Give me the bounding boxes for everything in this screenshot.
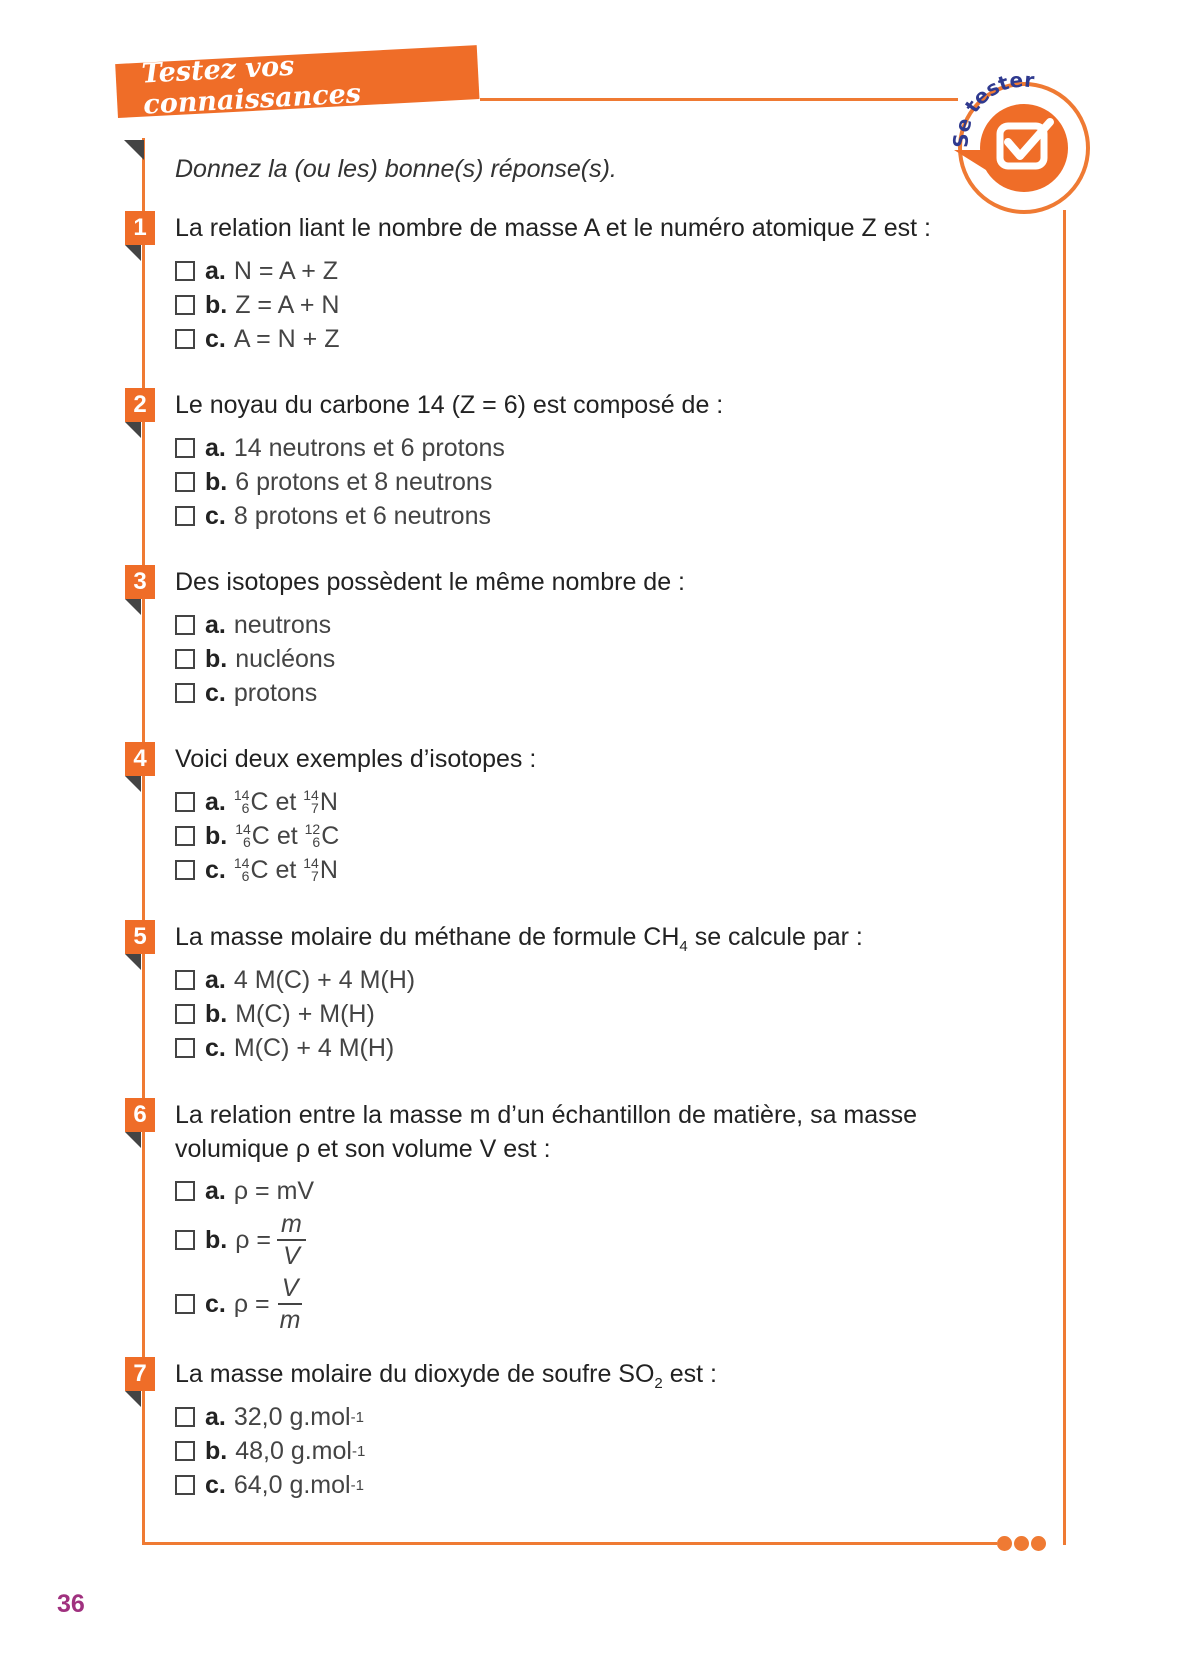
banner-title: Testez vos connaissances — [140, 50, 362, 121]
checkbox[interactable] — [175, 1181, 195, 1201]
checkbox[interactable] — [175, 792, 195, 812]
question-number: 4 — [125, 742, 155, 776]
question-7-options — [175, 1400, 365, 1502]
checkbox[interactable] — [175, 683, 195, 703]
checkbox[interactable] — [175, 261, 195, 281]
option-c[interactable]: c. 64,0 g.mol -1 — [175, 1468, 365, 1502]
fraction: $\frac{m}{V}$ — [277, 1209, 306, 1271]
frame-top-border — [480, 98, 958, 101]
option-a[interactable]: a. neutrons — [175, 608, 335, 642]
banner-fold — [124, 140, 144, 160]
checkbox[interactable] — [175, 329, 195, 349]
question-text: La masse molaire du méthane de formule $CH_4$ se calcule par : — [175, 923, 863, 955]
question-number: 7 — [125, 1357, 155, 1391]
option-b[interactable]: b. ρ = $\frac{m}{V}$ — [175, 1208, 314, 1272]
checkbox[interactable] — [175, 506, 195, 526]
instruction-text: Donnez la (ou les) bonne(s) réponse(s). — [175, 155, 617, 183]
question-text: Des isotopes possèdent le même nombre de : — [175, 568, 685, 596]
option-b[interactable]: b. nucléons — [175, 642, 335, 676]
question-number: 3 — [125, 565, 155, 599]
question-2-options — [175, 431, 505, 533]
se-tester-badge — [946, 70, 1096, 220]
frame-right-border — [1063, 210, 1066, 1545]
option-c[interactable]: c. ρ = $\frac{V}{m}$ — [175, 1272, 314, 1336]
frame-bottom-border — [142, 1542, 997, 1545]
page-number: 36 — [57, 1590, 85, 1618]
option-b[interactable]: b. Z = A + N — [175, 288, 339, 322]
checkbox[interactable] — [175, 615, 195, 635]
option-b[interactable]: b. 48,0 g.mol -1 — [175, 1434, 365, 1468]
question-number: 2 — [125, 388, 155, 422]
checkbox[interactable] — [175, 472, 195, 492]
checkbox[interactable] — [175, 649, 195, 669]
question-text: La relation entre la masse m d’un échantillon de matière, sa masse volumique ρ et son volume V est : — [175, 1101, 918, 1163]
decorative-dots — [997, 1536, 1046, 1551]
option-c[interactable]: c. M(C) + 4 M(H) — [175, 1031, 415, 1065]
checkbox[interactable] — [175, 1294, 195, 1314]
question-number: 5 — [125, 920, 155, 954]
question-text: Le noyau du carbone 14 (Z = 6) est composé de : — [175, 391, 724, 419]
option-a[interactable]: a. 4 M(C) + 4 M(H) — [175, 963, 415, 997]
checkbox[interactable] — [175, 826, 195, 846]
checkbox[interactable] — [175, 1407, 195, 1427]
question-number: 6 — [125, 1098, 155, 1132]
fraction: $\frac{V}{m}$ — [279, 1274, 301, 1334]
option-a[interactable]: a. 14 6 C et 14 7 N — [175, 785, 339, 819]
badge-word-se: Se — [948, 115, 977, 149]
option-c[interactable]: c. 14 6 C et 14 7 N — [175, 853, 339, 887]
question-text: Voici deux exemples d’isotopes : — [175, 745, 537, 773]
checkbox[interactable] — [175, 860, 195, 880]
question-text: La relation liant le nombre de masse A et le numéro atomique Z est : — [175, 214, 931, 242]
option-b[interactable]: b. 14 6 C et 12 6 C — [175, 819, 339, 853]
badge-word-tester: tester — [959, 70, 1036, 118]
checkbox[interactable] — [175, 1004, 195, 1024]
checkbox[interactable] — [175, 970, 195, 990]
option-c[interactable]: c. protons — [175, 676, 335, 710]
checkbox[interactable] — [175, 1038, 195, 1058]
checkbox[interactable] — [175, 295, 195, 315]
option-b[interactable]: b. M(C) + M(H) — [175, 997, 415, 1031]
checkbox[interactable] — [175, 438, 195, 458]
question-3-options — [175, 608, 335, 710]
section-banner — [118, 50, 480, 121]
checkbox[interactable] — [175, 1475, 195, 1495]
option-a[interactable]: a. N = A + Z — [175, 254, 339, 288]
checkbox[interactable] — [175, 1230, 195, 1250]
question-5-options — [175, 963, 415, 1065]
option-a[interactable]: a. ρ = mV — [175, 1174, 314, 1208]
question-4-options — [175, 785, 339, 887]
option-c[interactable]: c. 8 protons et 6 neutrons — [175, 499, 505, 533]
option-c[interactable]: c. A = N + Z — [175, 322, 339, 356]
question-text: La masse molaire du dioxyde de soufre $SO_2$ est : — [175, 1360, 717, 1392]
option-a[interactable]: a. 32,0 g.mol -1 — [175, 1400, 365, 1434]
question-number: 1 — [125, 211, 155, 245]
frame-left-border — [142, 138, 145, 1545]
option-a[interactable]: a. 14 neutrons et 6 protons — [175, 431, 505, 465]
option-b[interactable]: b. 6 protons et 8 neutrons — [175, 465, 505, 499]
question-6-options — [175, 1174, 314, 1336]
checkbox[interactable] — [175, 1441, 195, 1461]
question-1-options — [175, 254, 339, 356]
